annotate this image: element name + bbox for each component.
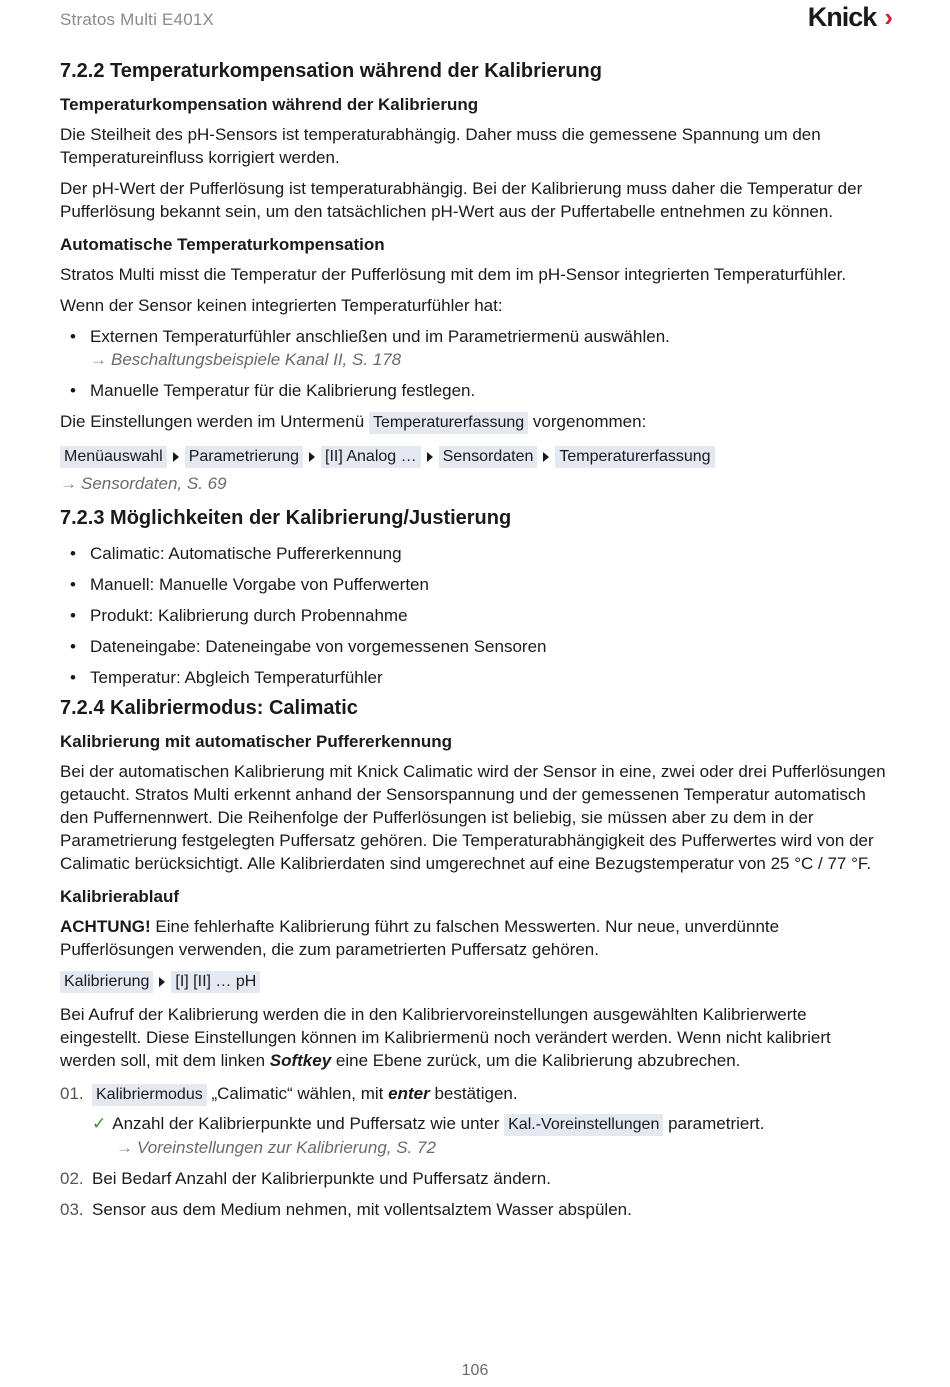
subheading-automatic-compensation: Automatische Temperaturkompensation (60, 235, 385, 254)
list-item-text: Temperatur: Abgleich Temperaturfühler (90, 668, 383, 687)
page-header (0, 0, 950, 42)
cross-reference-link[interactable] (90, 350, 401, 369)
list-item-text: Manuell: Manuelle Vorgabe von Pufferwerten (90, 575, 429, 594)
menu-path-item: Parametrierung (185, 446, 303, 468)
paragraph: Die Steilheit des pH-Sensors ist temperaturabhängig. Daher muss die gemessene Spannung um den Temperatureinfluss korrigiert werden. (60, 125, 821, 167)
section-heading-7-2-2: 7.2.2 Temperaturkompensation während der Kalibrierung (60, 60, 602, 82)
arrow-right-icon: → (116, 1138, 133, 1157)
bullet-icon: • (70, 668, 76, 687)
bullet-icon: • (70, 327, 76, 346)
paragraph: Der pH-Wert der Pufferlösung ist temperaturabhängig. Bei der Kalibrierung muss daher die Temperatur der Pufferlösung bekannt sein, um den tatsächlichen pH-Wert aus der Puffertabelle entnehmen zu können. (60, 179, 863, 221)
step-result-text: parametriert. (668, 1114, 765, 1133)
list-item (60, 325, 890, 371)
arrow-right-icon: → (90, 350, 107, 369)
step-item (60, 1082, 890, 1159)
paragraph-text: Die Einstellungen werden im Untermenü (60, 412, 365, 431)
paragraph: Stratos Multi misst die Temperatur der Pufferlösung mit dem im pH-Sensor integrierten Temperaturfühler. (60, 265, 847, 284)
menu-path (60, 971, 890, 993)
paragraph-text: Bei Aufruf der Kalibrierung werden die in den Kalibriervoreinstellungen ausgewählten Kalibrierwerte eingestellt. Diese Einstellungen können im Kalibriermenü noch verändert werden. Wenn nicht kalibriert werden soll, mit dem linken (60, 1005, 831, 1070)
bullet-list (60, 542, 890, 689)
cross-reference-link[interactable] (92, 1136, 890, 1159)
step-item (60, 1167, 890, 1190)
step-number: 02. (60, 1169, 84, 1188)
step-item (60, 1198, 890, 1221)
menu-path (60, 446, 890, 468)
triangle-right-icon (309, 452, 315, 462)
page-content (60, 60, 890, 1229)
menu-tag-kalibriermodus: Kalibriermodus (92, 1084, 207, 1106)
list-item-text: Manuelle Temperatur für die Kalibrierung festlegen. (90, 381, 476, 400)
subheading-automatic-buffer-recognition: Kalibrierung mit automatischer Puffererkennung (60, 732, 453, 751)
brand-logo (808, 2, 892, 33)
check-icon: ✓ (92, 1114, 107, 1133)
list-item-text: Produkt: Kalibrierung durch Probennahme (90, 606, 408, 625)
menu-path-item: [II] Analog … (321, 446, 421, 468)
step-list (60, 1082, 890, 1221)
bullet-icon: • (70, 575, 76, 594)
step-result-text: Anzahl der Kalibrierpunkte und Puffersatz wie unter (112, 1114, 500, 1133)
triangle-right-icon (427, 452, 433, 462)
paragraph: Wenn der Sensor keinen integrierten Temperaturfühler hat: (60, 296, 503, 315)
list-item-text: Calimatic: Automatische Puffererkennung (90, 544, 402, 563)
step-result (92, 1112, 890, 1136)
bullet-list (60, 325, 890, 402)
warning-text: Eine fehlerhafte Kalibrierung führt zu falschen Messwerten. Nur neue, unverdünnte Pufferlösungen verwenden, die zum parametrierten Puffersatz gehören. (60, 917, 780, 959)
bullet-icon: • (70, 381, 76, 400)
list-item (60, 635, 890, 658)
list-item (60, 379, 890, 402)
bullet-icon: • (70, 637, 76, 656)
brand-name: Knick (807, 2, 877, 32)
cross-reference-text: Sensordaten, S. 69 (81, 474, 227, 493)
section-heading-7-2-4: 7.2.4 Kalibriermodus: Calimatic (60, 697, 358, 719)
menu-path-item: [I] [II] … pH (171, 971, 260, 993)
menu-path-item: Temperaturerfassung (555, 446, 714, 468)
paragraph (60, 1003, 890, 1072)
step-text: Bei Bedarf Anzahl der Kalibrierpunkte und Puffersatz ändern. (92, 1169, 551, 1188)
triangle-right-icon (173, 452, 179, 462)
menu-tag-kal-voreinstellungen: Kal.-Voreinstellungen (504, 1114, 663, 1136)
paragraph: Bei der automatischen Kalibrierung mit Knick Calimatic wird der Sensor in eine, zwei oder drei Pufferlösungen getaucht. Stratos Multi erkennt anhand der Sensorspannung und der gemessenen Temperatur automatisch den Puffernennwert. Die Reihenfolge der Pufferlösungen ist beliebig, sie müssen aber zu dem in der Parametrierung festgelegten Puffersatz gehören. Die Temperaturabhängigkeit des Pufferwertes wird von der Calimatic berücksichtigt. Alle Kalibrierdaten sind umgerechnet auf eine Bezugstemperatur von 25 °C / 77 °F. (60, 762, 886, 873)
menu-path-item: Menüauswahl (60, 446, 167, 468)
warning-label: ACHTUNG! (60, 917, 151, 936)
softkey-term: Softkey (269, 1051, 332, 1070)
brand-chevron-icon: › (884, 2, 892, 32)
step-number: 01. (60, 1084, 84, 1103)
list-item (60, 666, 890, 689)
list-item-text: Dateneingabe: Dateneingabe von vorgemessenen Sensoren (90, 637, 547, 656)
subheading-temperature-compensation: Temperaturkompensation während der Kalibrierung (60, 95, 479, 114)
menu-tag-temperaturerfassung: Temperaturerfassung (369, 412, 528, 434)
step-text: bestätigen. (434, 1084, 518, 1103)
page-number: 106 (461, 1362, 489, 1379)
enter-key-term: enter (388, 1084, 430, 1103)
cross-reference-link[interactable] (60, 472, 890, 495)
step-number: 03. (60, 1200, 84, 1219)
bullet-icon: • (70, 606, 76, 625)
subheading-calibration-procedure: Kalibrierablauf (60, 887, 180, 906)
arrow-right-icon: → (60, 474, 77, 493)
cross-reference-text: Beschaltungsbeispiele Kanal II, S. 178 (111, 350, 402, 369)
bullet-icon: • (70, 544, 76, 563)
list-item (60, 604, 890, 627)
step-text: Sensor aus dem Medium nehmen, mit vollentsalztem Wasser abspülen. (92, 1200, 632, 1219)
document-title: Stratos Multi E401X (60, 10, 215, 29)
menu-path-item: Sensordaten (439, 446, 538, 468)
menu-path-item: Kalibrierung (60, 971, 153, 993)
list-item (60, 573, 890, 596)
triangle-right-icon (543, 452, 549, 462)
list-item-text: Externen Temperaturfühler anschließen und im Parametriermenü auswählen. (90, 327, 670, 346)
paragraph-text: vorgenommen: (532, 412, 647, 431)
paragraph (60, 410, 890, 434)
paragraph-text: eine Ebene zurück, um die Kalibrierung abzubrechen. (335, 1051, 741, 1070)
cross-reference-text: Voreinstellungen zur Kalibrierung, S. 72 (137, 1138, 436, 1157)
section-heading-7-2-3: 7.2.3 Möglichkeiten der Kalibrierung/Justierung (60, 507, 512, 529)
step-text: „Calimatic“ wählen, mit (211, 1084, 384, 1103)
list-item (60, 542, 890, 565)
warning-paragraph (60, 915, 890, 961)
triangle-right-icon (159, 977, 165, 987)
